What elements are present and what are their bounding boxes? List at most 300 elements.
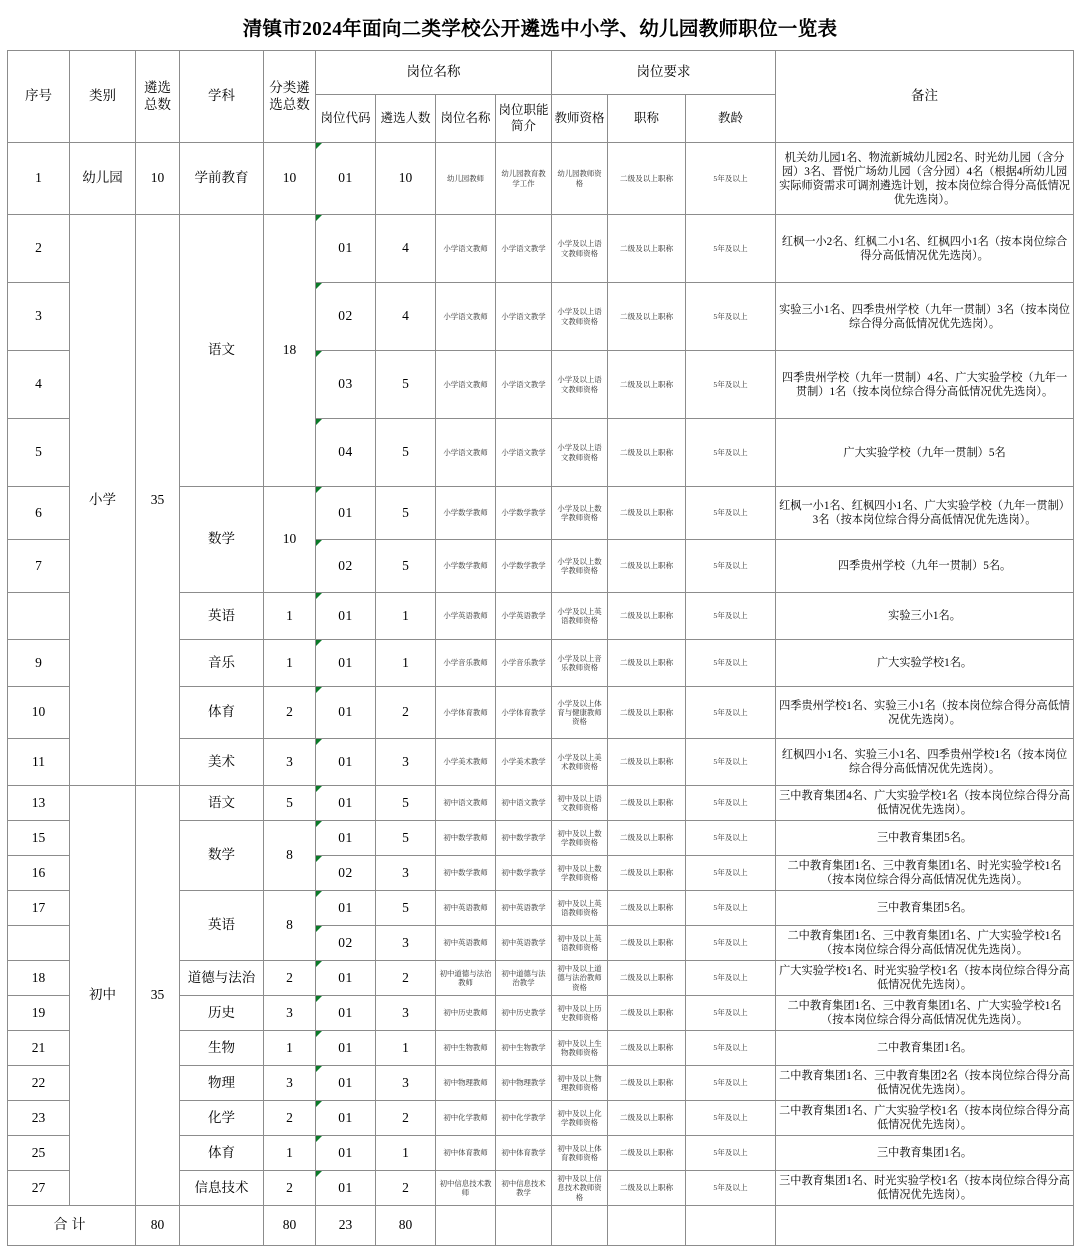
header-subject: 学科 <box>180 51 264 143</box>
cell-title-rank: 二级及以上职称 <box>608 1066 686 1101</box>
cell-teach-years: 5年及以上 <box>686 891 776 926</box>
cell-subject: 美术 <box>180 739 264 786</box>
header-post-name: 岗位名称 <box>436 95 496 143</box>
cell-post-name: 小学体育教师 <box>436 687 496 739</box>
cell-post-code: 01 <box>316 687 376 739</box>
cell-title-rank: 二级及以上职称 <box>608 1101 686 1136</box>
cell-sub-total: 3 <box>264 1066 316 1101</box>
comment-marker-icon <box>316 856 322 862</box>
cell-post-name: 初中生物教师 <box>436 1031 496 1066</box>
cell-teach-years: 5年及以上 <box>686 143 776 215</box>
header-remark: 备注 <box>776 51 1074 143</box>
cell-seq: 18 <box>8 961 70 996</box>
cell-teach-years: 5年及以上 <box>686 419 776 487</box>
cell-post-duty: 初中数学教学 <box>496 821 552 856</box>
cell-teacher-cert: 初中及以上英语教师资格 <box>552 926 608 961</box>
comment-marker-icon <box>316 1031 322 1037</box>
cell-title-rank: 二级及以上职称 <box>608 961 686 996</box>
cell-teacher-cert: 小学及以上数学教师资格 <box>552 487 608 540</box>
header-total-select: 遴选总数 <box>136 51 180 143</box>
cell-teacher-cert: 小学及以上英语教师资格 <box>552 593 608 640</box>
cell-post-duty: 初中道德与法治教学 <box>496 961 552 996</box>
cell-teach-years: 5年及以上 <box>686 540 776 593</box>
cell-post-code: 02 <box>316 926 376 961</box>
cell-select-count: 5 <box>376 786 436 821</box>
header-select-count: 遴选人数 <box>376 95 436 143</box>
cell-select-count: 4 <box>376 283 436 351</box>
cell-title-rank: 二级及以上职称 <box>608 891 686 926</box>
cell-teach-years: 5年及以上 <box>686 640 776 687</box>
cell-post-name: 初中体育教师 <box>436 1136 496 1171</box>
cell-post-name: 初中历史教师 <box>436 996 496 1031</box>
cell-teach-years: 5年及以上 <box>686 856 776 891</box>
cell-teach-years: 5年及以上 <box>686 283 776 351</box>
cell-remark: 红枫一小1名、红枫四小1名、广大实验学校（九年一贯制）3名（按本岗位综合得分高低情况优先选岗）。 <box>776 487 1074 540</box>
cell-teacher-cert: 小学及以上语文教师资格 <box>552 351 608 419</box>
cell-post-duty: 小学美术教学 <box>496 739 552 786</box>
cell-category: 小学 <box>70 215 136 786</box>
cell-title-rank: 二级及以上职称 <box>608 215 686 283</box>
cell-seq: 5 <box>8 419 70 487</box>
cell-post-duty: 初中物理教学 <box>496 1066 552 1101</box>
cell-remark: 四季贵州学校1名、实验三小1名（按本岗位综合得分高低情况优先选岗）。 <box>776 687 1074 739</box>
cell-remark: 三中教育集团1名。 <box>776 1136 1074 1171</box>
cell-subject: 数学 <box>180 821 264 891</box>
cell-select-count: 10 <box>376 143 436 215</box>
cell-teach-years: 5年及以上 <box>686 593 776 640</box>
cell-remark: 二中教育集团1名、三中教育集团1名、广大实验学校1名（按本岗位综合得分高低情况优先选岗）。 <box>776 996 1074 1031</box>
cell-remark: 三中教育集团4名、广大实验学校1名（按本岗位综合得分高低情况优先选岗）。 <box>776 786 1074 821</box>
cell-post-code: 01 <box>316 640 376 687</box>
cell-remark: 广大实验学校1名、时光实验学校1名（按本岗位综合得分高低情况优先选岗）。 <box>776 961 1074 996</box>
cell-subject: 英语 <box>180 891 264 961</box>
cell-post-duty: 小学音乐教学 <box>496 640 552 687</box>
cell-subject: 体育 <box>180 1136 264 1171</box>
cell-teach-years: 5年及以上 <box>686 215 776 283</box>
cell-select-count: 3 <box>376 926 436 961</box>
cell-remark: 红枫四小1名、实验三小1名、四季贵州学校1名（按本岗位综合得分高低情况优先选岗）。 <box>776 739 1074 786</box>
cell-subject: 体育 <box>180 687 264 739</box>
cell-post-duty: 小学语文教学 <box>496 215 552 283</box>
table-row <box>8 786 1074 821</box>
cell-post-duty: 初中历史教学 <box>496 996 552 1031</box>
cell-subject: 信息技术 <box>180 1171 264 1206</box>
cell-select-count: 5 <box>376 540 436 593</box>
cell-seq: 17 <box>8 891 70 926</box>
cell-select-count: 1 <box>376 1136 436 1171</box>
cell-select-count: 5 <box>376 891 436 926</box>
cell-seq: 15 <box>8 821 70 856</box>
comment-marker-icon <box>316 821 322 827</box>
comment-marker-icon <box>316 739 322 745</box>
header-teacher-cert: 教师资格 <box>552 95 608 143</box>
cell-post-name: 初中数学教师 <box>436 856 496 891</box>
cell-subject: 历史 <box>180 996 264 1031</box>
cell-teach-years: 5年及以上 <box>686 1101 776 1136</box>
cell-sub-total: 2 <box>264 1101 316 1136</box>
cell-sub-total: 2 <box>264 961 316 996</box>
cell-category: 初中 <box>70 786 136 1206</box>
cell-seq: 11 <box>8 739 70 786</box>
cell-seq: 21 <box>8 1031 70 1066</box>
cell-post-name: 小学语文教师 <box>436 283 496 351</box>
cell-select-count: 3 <box>376 739 436 786</box>
cell-select-count: 2 <box>376 1101 436 1136</box>
header-title-rank: 职称 <box>608 95 686 143</box>
cell-post-name: 小学美术教师 <box>436 739 496 786</box>
cell-title-rank: 二级及以上职称 <box>608 419 686 487</box>
cell-teacher-cert: 小学及以上美术教师资格 <box>552 739 608 786</box>
cell-post-name: 小学数学教师 <box>436 487 496 540</box>
cell-select-count: 1 <box>376 593 436 640</box>
cell-post-duty: 小学数学教学 <box>496 487 552 540</box>
cell-teacher-cert: 小学及以上体育与健康教师资格 <box>552 687 608 739</box>
cell-post-name: 小学英语教师 <box>436 593 496 640</box>
cell-sub-total: 18 <box>264 215 316 487</box>
cell-seq: 19 <box>8 996 70 1031</box>
cell-remark: 广大实验学校（九年一贯制）5名 <box>776 419 1074 487</box>
cell-sub-total: 8 <box>264 821 316 891</box>
cell-seq <box>8 926 70 961</box>
total-blank-3 <box>552 1206 608 1246</box>
cell-subject: 语文 <box>180 786 264 821</box>
total-blank-2 <box>496 1206 552 1246</box>
cell-post-code: 01 <box>316 996 376 1031</box>
cell-seq: 13 <box>8 786 70 821</box>
cell-post-code: 04 <box>316 419 376 487</box>
cell-seq: 23 <box>8 1101 70 1136</box>
comment-marker-icon <box>316 996 322 1002</box>
cell-post-name: 小学语文教师 <box>436 419 496 487</box>
cell-total-select: 10 <box>136 143 180 215</box>
cell-teach-years: 5年及以上 <box>686 926 776 961</box>
cell-remark: 二中教育集团1名、三中教育集团1名、广大实验学校1名（按本岗位综合得分高低情况优先选岗）。 <box>776 926 1074 961</box>
cell-seq: 7 <box>8 540 70 593</box>
cell-teach-years: 5年及以上 <box>686 1171 776 1206</box>
cell-seq: 1 <box>8 143 70 215</box>
cell-post-code: 01 <box>316 1101 376 1136</box>
cell-title-rank: 二级及以上职称 <box>608 143 686 215</box>
cell-teacher-cert: 初中及以上生物教师资格 <box>552 1031 608 1066</box>
cell-teacher-cert: 小学及以上语文教师资格 <box>552 215 608 283</box>
cell-teacher-cert: 初中及以上语文教师资格 <box>552 786 608 821</box>
cell-title-rank: 二级及以上职称 <box>608 540 686 593</box>
header-post-code: 岗位代码 <box>316 95 376 143</box>
cell-select-count: 5 <box>376 487 436 540</box>
cell-post-name: 初中英语教师 <box>436 891 496 926</box>
cell-teach-years: 5年及以上 <box>686 739 776 786</box>
cell-teacher-cert: 初中及以上化学教师资格 <box>552 1101 608 1136</box>
cell-post-code: 01 <box>316 739 376 786</box>
comment-marker-icon <box>316 1136 322 1142</box>
cell-remark: 红枫一小2名、红枫二小1名、红枫四小1名（按本岗位综合得分高低情况优先选岗）。 <box>776 215 1074 283</box>
total-sub-total: 80 <box>264 1206 316 1246</box>
cell-seq: 2 <box>8 215 70 283</box>
cell-post-duty: 初中化学教学 <box>496 1101 552 1136</box>
cell-remark: 四季贵州学校（九年一贯制）5名。 <box>776 540 1074 593</box>
cell-post-name: 幼儿园教师 <box>436 143 496 215</box>
cell-post-duty: 幼儿园教育教学工作 <box>496 143 552 215</box>
cell-subject: 道德与法治 <box>180 961 264 996</box>
cell-teacher-cert: 初中及以上体育教师资格 <box>552 1136 608 1171</box>
cell-post-code: 02 <box>316 856 376 891</box>
cell-seq: 4 <box>8 351 70 419</box>
total-select-count: 80 <box>376 1206 436 1246</box>
cell-title-rank: 二级及以上职称 <box>608 487 686 540</box>
cell-teach-years: 5年及以上 <box>686 1031 776 1066</box>
header-post-req-group: 岗位要求 <box>552 51 776 95</box>
cell-post-code: 01 <box>316 1171 376 1206</box>
cell-post-code: 01 <box>316 215 376 283</box>
cell-title-rank: 二级及以上职称 <box>608 786 686 821</box>
comment-marker-icon <box>316 1171 322 1177</box>
cell-title-rank: 二级及以上职称 <box>608 821 686 856</box>
cell-teach-years: 5年及以上 <box>686 487 776 540</box>
header-category: 类别 <box>70 51 136 143</box>
cell-select-count: 3 <box>376 1066 436 1101</box>
cell-remark: 实验三小1名、四季贵州学校（九年一贯制）3名（按本岗位综合得分高低情况优先选岗）。 <box>776 283 1074 351</box>
cell-teacher-cert: 初中及以上数学教师资格 <box>552 821 608 856</box>
header-teach-years: 教龄 <box>686 95 776 143</box>
cell-teach-years: 5年及以上 <box>686 786 776 821</box>
cell-seq: 16 <box>8 856 70 891</box>
cell-teacher-cert: 初中及以上历史教师资格 <box>552 996 608 1031</box>
cell-teach-years: 5年及以上 <box>686 996 776 1031</box>
cell-subject: 化学 <box>180 1101 264 1136</box>
cell-post-duty: 初中数学教学 <box>496 856 552 891</box>
cell-teacher-cert: 初中及以上道德与法治教师资格 <box>552 961 608 996</box>
comment-marker-icon <box>316 283 322 289</box>
comment-marker-icon <box>316 891 322 897</box>
cell-select-count: 1 <box>376 640 436 687</box>
cell-title-rank: 二级及以上职称 <box>608 856 686 891</box>
total-code-count: 23 <box>316 1206 376 1246</box>
comment-marker-icon <box>316 786 322 792</box>
cell-post-code: 01 <box>316 891 376 926</box>
cell-post-code: 03 <box>316 351 376 419</box>
cell-teacher-cert: 小学及以上语文教师资格 <box>552 283 608 351</box>
total-blank-1 <box>436 1206 496 1246</box>
cell-post-name: 初中化学教师 <box>436 1101 496 1136</box>
cell-post-duty: 初中英语教学 <box>496 926 552 961</box>
comment-marker-icon <box>316 640 322 646</box>
total-subject-blank <box>180 1206 264 1246</box>
cell-post-code: 01 <box>316 786 376 821</box>
cell-sub-total: 1 <box>264 1031 316 1066</box>
cell-post-code: 01 <box>316 1066 376 1101</box>
cell-seq: 9 <box>8 640 70 687</box>
cell-post-name: 小学语文教师 <box>436 351 496 419</box>
cell-title-rank: 二级及以上职称 <box>608 687 686 739</box>
cell-post-code: 01 <box>316 143 376 215</box>
cell-seq: 27 <box>8 1171 70 1206</box>
cell-post-name: 初中道德与法治教师 <box>436 961 496 996</box>
comment-marker-icon <box>316 593 322 599</box>
cell-subject: 英语 <box>180 593 264 640</box>
cell-remark: 四季贵州学校（九年一贯制）4名、广大实验学校（九年一贯制）1名（按本岗位综合得分高低情况优先选岗）。 <box>776 351 1074 419</box>
cell-seq: 6 <box>8 487 70 540</box>
cell-teach-years: 5年及以上 <box>686 1136 776 1171</box>
cell-teacher-cert: 初中及以上英语教师资格 <box>552 891 608 926</box>
cell-post-duty: 小学英语教学 <box>496 593 552 640</box>
cell-title-rank: 二级及以上职称 <box>608 739 686 786</box>
cell-select-count: 1 <box>376 1031 436 1066</box>
cell-remark: 实验三小1名。 <box>776 593 1074 640</box>
cell-title-rank: 二级及以上职称 <box>608 640 686 687</box>
cell-post-duty: 小学数学教学 <box>496 540 552 593</box>
header-post-duty: 岗位职能简介 <box>496 95 552 143</box>
cell-sub-total: 2 <box>264 1171 316 1206</box>
cell-post-code: 01 <box>316 487 376 540</box>
cell-sub-total: 8 <box>264 891 316 961</box>
cell-subject: 物理 <box>180 1066 264 1101</box>
comment-marker-icon <box>316 961 322 967</box>
cell-sub-total: 10 <box>264 487 316 593</box>
cell-title-rank: 二级及以上职称 <box>608 351 686 419</box>
page-title: 清镇市2024年面向二类学校公开遴选中小学、幼儿园教师职位一览表 <box>242 19 838 40</box>
cell-post-code: 01 <box>316 1136 376 1171</box>
cell-post-code: 01 <box>316 593 376 640</box>
cell-post-duty: 初中英语教学 <box>496 891 552 926</box>
cell-teacher-cert: 小学及以上数学教师资格 <box>552 540 608 593</box>
table-row <box>8 143 1074 215</box>
cell-subject: 语文 <box>180 215 264 487</box>
cell-post-name: 小学音乐教师 <box>436 640 496 687</box>
comment-marker-icon <box>316 351 322 357</box>
cell-teach-years: 5年及以上 <box>686 1066 776 1101</box>
cell-teacher-cert: 初中及以上数学教师资格 <box>552 856 608 891</box>
cell-post-code: 01 <box>316 821 376 856</box>
cell-post-code: 02 <box>316 540 376 593</box>
cell-sub-total: 3 <box>264 739 316 786</box>
comment-marker-icon <box>316 1101 322 1107</box>
comment-marker-icon <box>316 540 322 546</box>
cell-subject: 音乐 <box>180 640 264 687</box>
table-row <box>8 215 1074 283</box>
header-post-name-group: 岗位名称 <box>316 51 552 95</box>
cell-seq: 3 <box>8 283 70 351</box>
cell-remark: 三中教育集团5名。 <box>776 821 1074 856</box>
cell-post-duty: 小学语文教学 <box>496 419 552 487</box>
cell-post-code: 01 <box>316 1031 376 1066</box>
cell-sub-total: 3 <box>264 996 316 1031</box>
cell-select-count: 2 <box>376 961 436 996</box>
cell-post-name: 初中语文教师 <box>436 786 496 821</box>
cell-sub-total: 2 <box>264 687 316 739</box>
title-bar <box>0 0 1080 50</box>
cell-remark: 二中教育集团1名、广大实验学校1名（按本岗位综合得分高低情况优先选岗）。 <box>776 1101 1074 1136</box>
cell-title-rank: 二级及以上职称 <box>608 926 686 961</box>
cell-teacher-cert: 初中及以上物理教师资格 <box>552 1066 608 1101</box>
cell-title-rank: 二级及以上职称 <box>608 593 686 640</box>
cell-post-name: 初中英语教师 <box>436 926 496 961</box>
cell-post-duty: 初中信息技术教学 <box>496 1171 552 1206</box>
comment-marker-icon <box>316 143 322 149</box>
cell-title-rank: 二级及以上职称 <box>608 1171 686 1206</box>
cell-teach-years: 5年及以上 <box>686 687 776 739</box>
cell-post-duty: 小学语文教学 <box>496 283 552 351</box>
cell-post-name: 初中物理教师 <box>436 1066 496 1101</box>
cell-total-select: 35 <box>136 786 180 1206</box>
cell-select-count: 5 <box>376 419 436 487</box>
header-seq: 序号 <box>8 51 70 143</box>
cell-remark: 二中教育集团1名、三中教育集团2名（按本岗位综合得分高低情况优先选岗）。 <box>776 1066 1074 1101</box>
cell-post-name: 初中信息技术教师 <box>436 1171 496 1206</box>
cell-teach-years: 5年及以上 <box>686 961 776 996</box>
cell-title-rank: 二级及以上职称 <box>608 1136 686 1171</box>
cell-seq: 22 <box>8 1066 70 1101</box>
cell-sub-total: 5 <box>264 786 316 821</box>
cell-remark: 三中教育集团5名。 <box>776 891 1074 926</box>
cell-seq: 10 <box>8 687 70 739</box>
cell-remark: 三中教育集团1名、时光实验学校1名（按本岗位综合得分高低情况优先选岗）。 <box>776 1171 1074 1206</box>
positions-table <box>7 50 1074 1246</box>
total-blank-6 <box>776 1206 1074 1246</box>
cell-post-duty: 初中生物教学 <box>496 1031 552 1066</box>
cell-teach-years: 5年及以上 <box>686 821 776 856</box>
total-blank-4 <box>608 1206 686 1246</box>
cell-teacher-cert: 小学及以上音乐教师资格 <box>552 640 608 687</box>
cell-select-count: 2 <box>376 1171 436 1206</box>
cell-sub-total: 10 <box>264 143 316 215</box>
table-body <box>8 143 1074 1206</box>
table-header <box>8 51 1074 143</box>
cell-subject: 生物 <box>180 1031 264 1066</box>
cell-category: 幼儿园 <box>70 143 136 215</box>
total-select: 80 <box>136 1206 180 1246</box>
cell-select-count: 5 <box>376 821 436 856</box>
cell-subject: 数学 <box>180 487 264 593</box>
comment-marker-icon <box>316 926 322 932</box>
comment-marker-icon <box>316 215 322 221</box>
cell-post-code: 02 <box>316 283 376 351</box>
cell-remark: 二中教育集团1名、三中教育集团1名、时光实验学校1名（按本岗位综合得分高低情况优先选岗）。 <box>776 856 1074 891</box>
cell-teacher-cert: 初中及以上信息技术教师资格 <box>552 1171 608 1206</box>
cell-select-count: 3 <box>376 856 436 891</box>
cell-post-name: 初中数学教师 <box>436 821 496 856</box>
comment-marker-icon <box>316 687 322 693</box>
cell-post-duty: 小学体育教学 <box>496 687 552 739</box>
total-blank-5 <box>686 1206 776 1246</box>
cell-title-rank: 二级及以上职称 <box>608 283 686 351</box>
cell-remark: 二中教育集团1名。 <box>776 1031 1074 1066</box>
comment-marker-icon <box>316 487 322 493</box>
cell-teacher-cert: 小学及以上语文教师资格 <box>552 419 608 487</box>
cell-post-name: 小学数学教师 <box>436 540 496 593</box>
cell-select-count: 4 <box>376 215 436 283</box>
cell-select-count: 5 <box>376 351 436 419</box>
cell-select-count: 3 <box>376 996 436 1031</box>
cell-post-duty: 初中语文教学 <box>496 786 552 821</box>
comment-marker-icon <box>316 1066 322 1072</box>
cell-teacher-cert: 幼儿园教师资格 <box>552 143 608 215</box>
cell-post-code: 01 <box>316 961 376 996</box>
cell-seq <box>8 593 70 640</box>
cell-post-name: 小学语文教师 <box>436 215 496 283</box>
cell-remark: 广大实验学校1名。 <box>776 640 1074 687</box>
table-footer <box>8 1206 1074 1246</box>
cell-post-duty: 小学语文教学 <box>496 351 552 419</box>
cell-total-select: 35 <box>136 215 180 786</box>
cell-teach-years: 5年及以上 <box>686 351 776 419</box>
cell-sub-total: 1 <box>264 1136 316 1171</box>
cell-sub-total: 1 <box>264 640 316 687</box>
cell-seq: 25 <box>8 1136 70 1171</box>
header-sub-total: 分类遴选总数 <box>264 51 316 143</box>
comment-marker-icon <box>316 419 322 425</box>
cell-sub-total: 1 <box>264 593 316 640</box>
cell-title-rank: 二级及以上职称 <box>608 996 686 1031</box>
